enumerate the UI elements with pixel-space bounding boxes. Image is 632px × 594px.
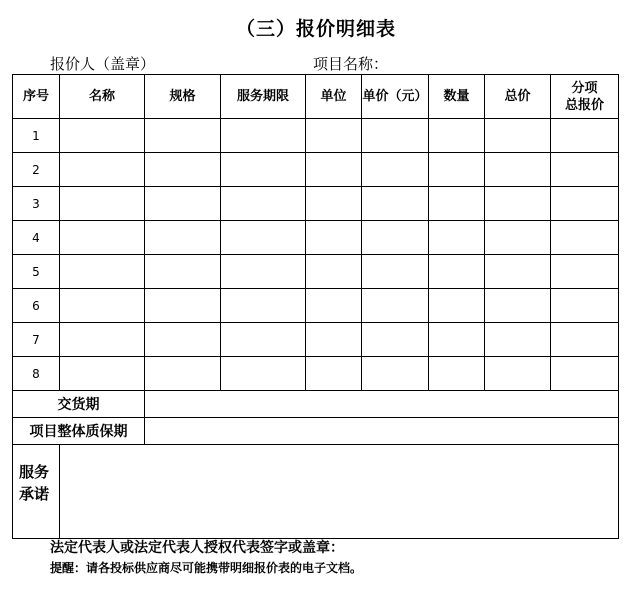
table-row bbox=[13, 153, 619, 187]
table-cell[interactable] bbox=[145, 357, 221, 391]
table-cell[interactable] bbox=[145, 255, 221, 289]
table-row bbox=[13, 323, 619, 357]
table-cell[interactable] bbox=[362, 221, 429, 255]
table-cell[interactable] bbox=[221, 119, 306, 153]
header-total: 总价 bbox=[485, 75, 551, 119]
row-number: 5 bbox=[13, 255, 60, 289]
table-cell[interactable] bbox=[221, 221, 306, 255]
table-cell[interactable] bbox=[221, 255, 306, 289]
table-cell[interactable] bbox=[485, 153, 551, 187]
table-cell[interactable] bbox=[485, 221, 551, 255]
table-header-row bbox=[13, 75, 619, 119]
warranty-input-cell[interactable] bbox=[145, 418, 619, 445]
project-name-label: 项目名称： bbox=[313, 55, 389, 73]
reminder-note: 提醒：请各投标供应商尽可能携带明细报价表的电子文档。 bbox=[50, 561, 363, 575]
table-row bbox=[13, 119, 619, 153]
header-subtotal: 分项 总报价 bbox=[551, 75, 619, 119]
table-cell[interactable] bbox=[485, 323, 551, 357]
row-number: 8 bbox=[13, 357, 60, 391]
table-cell[interactable] bbox=[551, 357, 619, 391]
service-promise-input-cell[interactable] bbox=[60, 445, 619, 539]
row-number: 7 bbox=[13, 323, 60, 357]
table-cell[interactable] bbox=[221, 153, 306, 187]
table-cell[interactable] bbox=[485, 119, 551, 153]
table-cell[interactable] bbox=[306, 357, 362, 391]
table-cell[interactable] bbox=[429, 255, 485, 289]
table-cell[interactable] bbox=[429, 221, 485, 255]
table-cell[interactable] bbox=[60, 187, 145, 221]
table-cell[interactable] bbox=[60, 357, 145, 391]
header-service-period: 服务期限 bbox=[221, 75, 306, 119]
table-cell[interactable] bbox=[145, 187, 221, 221]
row-number: 4 bbox=[13, 221, 60, 255]
table-cell[interactable] bbox=[306, 323, 362, 357]
row-number: 2 bbox=[13, 153, 60, 187]
table-row bbox=[13, 221, 619, 255]
table-row bbox=[13, 289, 619, 323]
table-cell[interactable] bbox=[362, 255, 429, 289]
table-cell[interactable] bbox=[429, 357, 485, 391]
table-cell[interactable] bbox=[60, 289, 145, 323]
table-cell[interactable] bbox=[551, 153, 619, 187]
table-cell[interactable] bbox=[362, 153, 429, 187]
table-cell[interactable] bbox=[429, 153, 485, 187]
table-cell[interactable] bbox=[485, 357, 551, 391]
table-cell[interactable] bbox=[551, 119, 619, 153]
table-cell[interactable] bbox=[145, 289, 221, 323]
table-cell[interactable] bbox=[362, 289, 429, 323]
table-cell[interactable] bbox=[221, 187, 306, 221]
warranty-row bbox=[13, 418, 619, 445]
table-cell[interactable] bbox=[306, 221, 362, 255]
table-row bbox=[13, 187, 619, 221]
header-quantity: 数量 bbox=[429, 75, 485, 119]
table-cell[interactable] bbox=[485, 289, 551, 323]
quote-detail-table bbox=[12, 74, 619, 539]
table-cell[interactable] bbox=[306, 153, 362, 187]
table-cell[interactable] bbox=[60, 119, 145, 153]
row-number: 6 bbox=[13, 289, 60, 323]
table-cell[interactable] bbox=[221, 323, 306, 357]
table-cell[interactable] bbox=[429, 289, 485, 323]
header-spec: 规格 bbox=[145, 75, 221, 119]
row-number: 1 bbox=[13, 119, 60, 153]
row-number: 3 bbox=[13, 187, 60, 221]
page-title: （三）报价明细表 bbox=[235, 18, 396, 40]
table-cell[interactable] bbox=[145, 153, 221, 187]
table-cell[interactable] bbox=[145, 119, 221, 153]
table-cell[interactable] bbox=[60, 153, 145, 187]
header-unit-price: 单价（元） bbox=[362, 75, 429, 119]
table-cell[interactable] bbox=[551, 221, 619, 255]
warranty-label: 项目整体质保期 bbox=[13, 418, 145, 445]
header-name: 名称 bbox=[60, 75, 145, 119]
header-unit: 单位 bbox=[306, 75, 362, 119]
table-row bbox=[13, 357, 619, 391]
table-cell[interactable] bbox=[362, 323, 429, 357]
table-cell[interactable] bbox=[429, 119, 485, 153]
table-cell[interactable] bbox=[60, 221, 145, 255]
table-cell[interactable] bbox=[429, 323, 485, 357]
signature-line: 法定代表人或法定代表人授权代表签字或盖章： bbox=[50, 540, 344, 556]
table-cell[interactable] bbox=[145, 323, 221, 357]
table-cell[interactable] bbox=[551, 323, 619, 357]
table-cell[interactable] bbox=[362, 187, 429, 221]
table-cell[interactable] bbox=[306, 289, 362, 323]
delivery-input-cell[interactable] bbox=[145, 391, 619, 418]
table-cell[interactable] bbox=[306, 255, 362, 289]
table-cell[interactable] bbox=[221, 357, 306, 391]
table-cell[interactable] bbox=[551, 289, 619, 323]
table-cell[interactable] bbox=[551, 187, 619, 221]
table-cell[interactable] bbox=[551, 255, 619, 289]
quoter-label: 报价人（盖章） bbox=[50, 55, 156, 73]
delivery-row bbox=[13, 391, 619, 418]
table-cell[interactable] bbox=[221, 289, 306, 323]
service-promise-label: 服务 承诺 bbox=[13, 445, 60, 539]
table-cell[interactable] bbox=[362, 119, 429, 153]
table-cell[interactable] bbox=[60, 255, 145, 289]
table-cell[interactable] bbox=[306, 119, 362, 153]
table-cell[interactable] bbox=[145, 221, 221, 255]
table-cell[interactable] bbox=[60, 323, 145, 357]
table-row bbox=[13, 255, 619, 289]
header-seq: 序号 bbox=[13, 75, 60, 119]
table-cell[interactable] bbox=[429, 187, 485, 221]
table-cell[interactable] bbox=[306, 187, 362, 221]
table-cell[interactable] bbox=[362, 357, 429, 391]
table-cell[interactable] bbox=[485, 187, 551, 221]
delivery-label: 交货期 bbox=[13, 391, 145, 418]
table-cell[interactable] bbox=[485, 255, 551, 289]
service-promise-row bbox=[13, 445, 619, 539]
